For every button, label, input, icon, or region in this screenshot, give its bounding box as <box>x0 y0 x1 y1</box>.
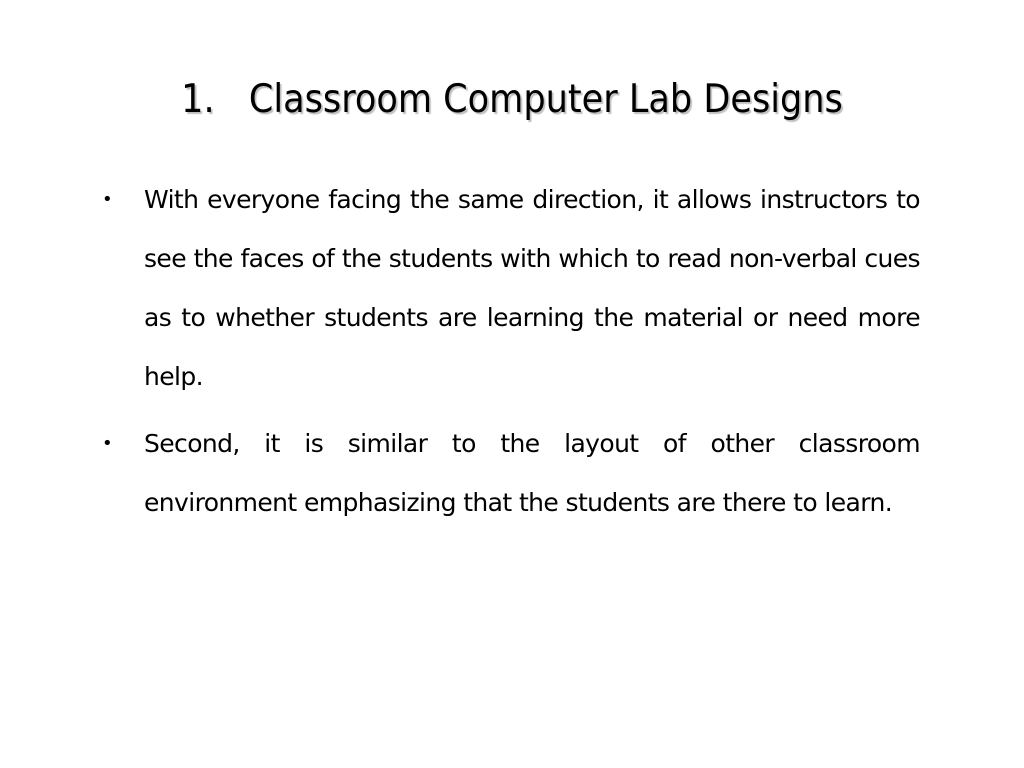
bullet-marker: • <box>102 189 113 210</box>
slide-title <box>51 72 973 128</box>
bullet-list <box>100 170 920 540</box>
bullet-text: Second, it is similar to the layout of other classroom environment emphasizing that the students are there to learn. <box>144 429 920 517</box>
bullet-text: With everyone facing the same direction, it allows instructors to see the faces of the students with which to read non-verbal cues as to whether students are learning the material or need more help. <box>144 185 920 391</box>
title-text: Classroom Computer Lab Designs <box>248 77 843 122</box>
bullet-item-2 <box>100 414 920 532</box>
bullet-marker: • <box>102 433 113 454</box>
bullet-item-1 <box>100 170 920 406</box>
title-number: 1. <box>181 77 215 122</box>
